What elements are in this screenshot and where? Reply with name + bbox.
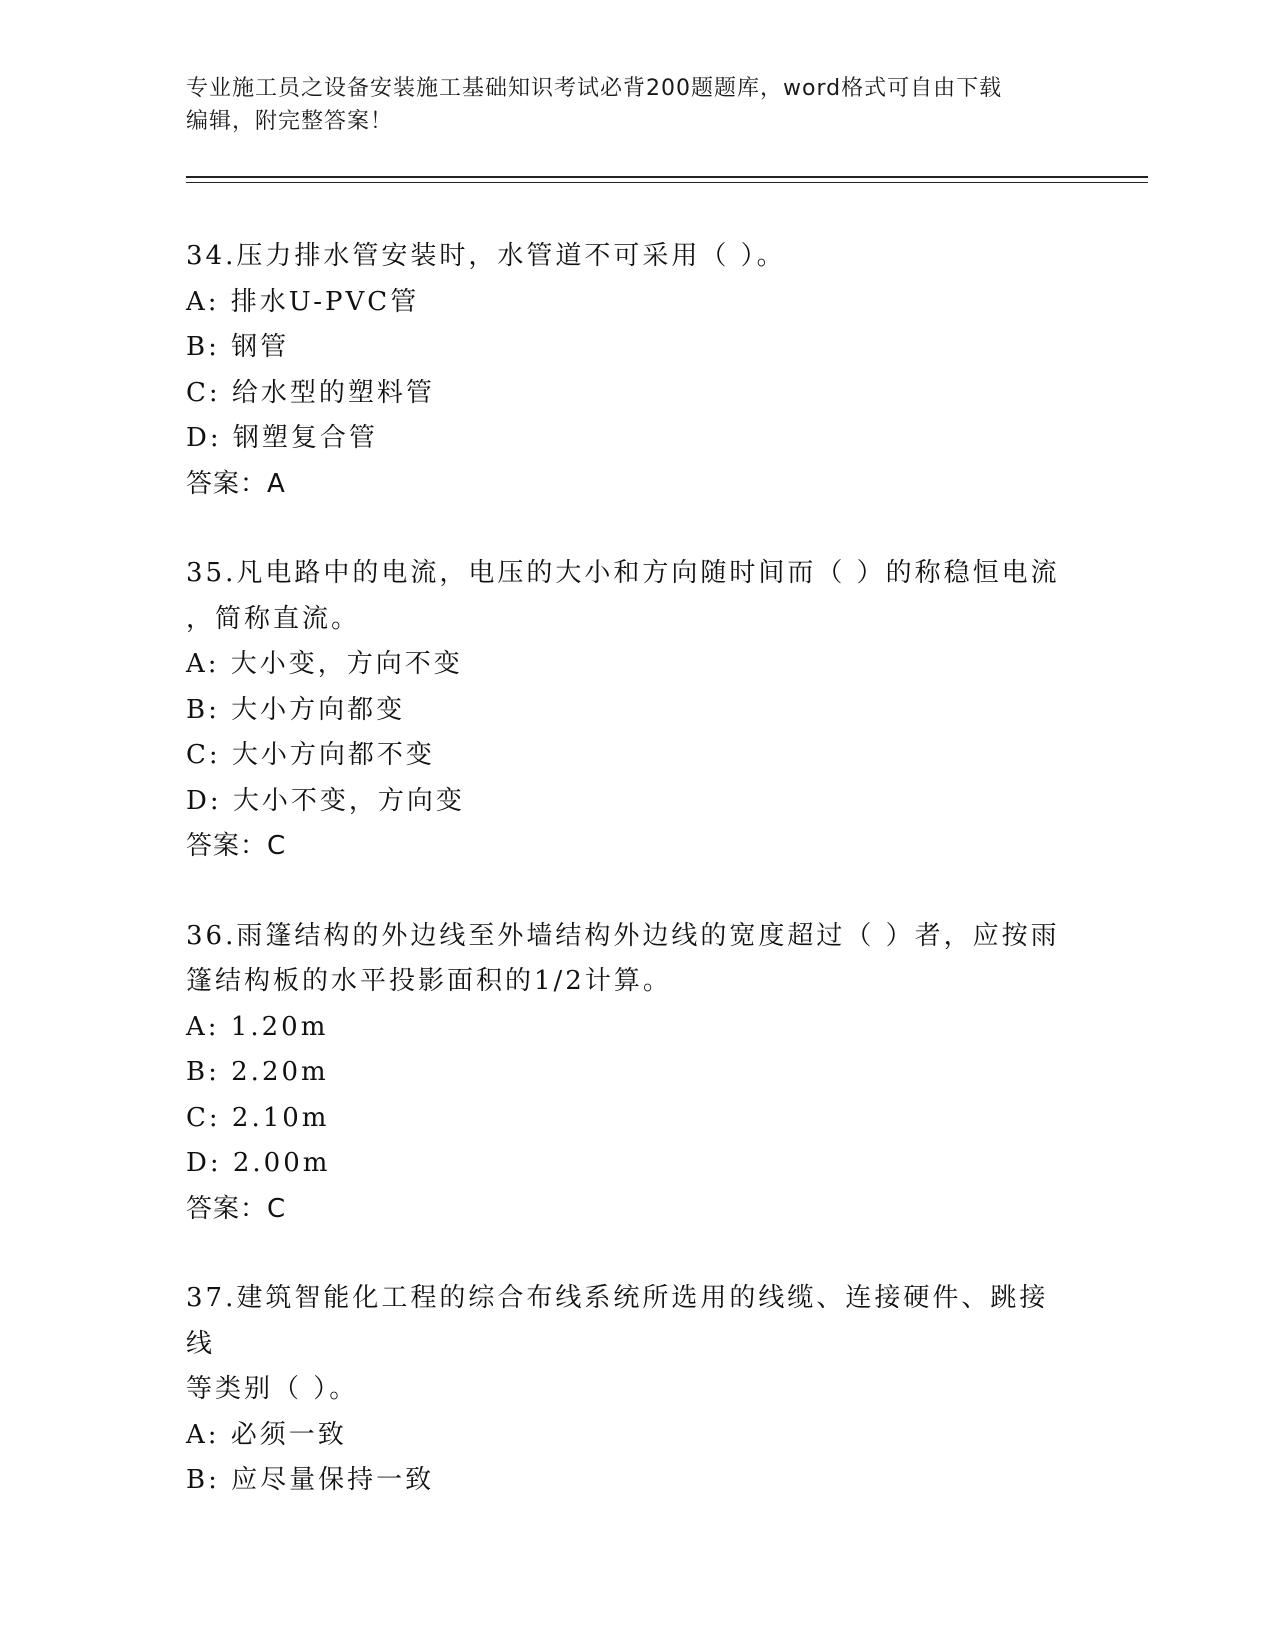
answer: 答案：A bbox=[186, 468, 286, 499]
option-a: A: 排水U-PVC管 bbox=[186, 286, 420, 317]
header-divider-thick bbox=[186, 176, 1148, 178]
question-35 bbox=[186, 551, 1066, 870]
option-d: D: 大小不变，方向变 bbox=[186, 785, 465, 816]
option-a: A: 大小变，方向不变 bbox=[186, 649, 463, 679]
option-d: D: 2.00m bbox=[186, 1148, 331, 1178]
question-36 bbox=[186, 914, 1066, 1233]
option-c: C: 大小方向都不变 bbox=[186, 740, 435, 770]
document-header bbox=[186, 72, 1066, 138]
question-text-continued: 等类别（ ）。 bbox=[186, 1374, 359, 1404]
option-a: A: 必须一致 bbox=[186, 1419, 347, 1450]
option-d: D: 钢塑复合管 bbox=[186, 423, 378, 453]
header-divider-thin bbox=[186, 182, 1148, 183]
question-text: 35.凡电路中的电流，电压的大小和方向随时间而（ ）的称稳恒电流 bbox=[186, 558, 1060, 588]
question-text-continued: ，简称直流。 bbox=[186, 603, 361, 634]
option-b: B: 钢管 bbox=[186, 332, 290, 362]
option-b: B: 大小方向都变 bbox=[186, 694, 406, 725]
question-text: 36.雨篷结构的外边线至外墙结构外边线的宽度超过（ ）者，应按雨 bbox=[186, 920, 1060, 951]
question-34 bbox=[186, 234, 1066, 507]
answer: 答案：C bbox=[186, 831, 287, 861]
option-b: B: 2.20m bbox=[186, 1057, 329, 1087]
header-line-1: 专业施工员之设备安装施工基础知识考试必背200题题库，word格式可自由下载 bbox=[186, 76, 1003, 101]
answer: 答案：C bbox=[186, 1193, 287, 1224]
option-b: B: 应尽量保持一致 bbox=[186, 1465, 435, 1495]
question-list bbox=[186, 234, 1066, 1548]
question-37 bbox=[186, 1276, 1066, 1504]
question-text-continued: 篷结构板的水平投影面积的1/2计算。 bbox=[186, 966, 672, 996]
question-text: 34.压力排水管安装时，水管道不可采用（ ）。 bbox=[186, 241, 786, 271]
option-a: A: 1.20m bbox=[186, 1011, 329, 1042]
question-text: 37.建筑智能化工程的综合布线系统所选用的线缆、连接硬件、跳接线 bbox=[186, 1283, 1049, 1359]
option-c: C: 2.10m bbox=[186, 1102, 330, 1133]
header-line-2: 编辑，附完整答案！ bbox=[186, 109, 394, 134]
option-c: C: 给水型的塑料管 bbox=[186, 377, 435, 408]
